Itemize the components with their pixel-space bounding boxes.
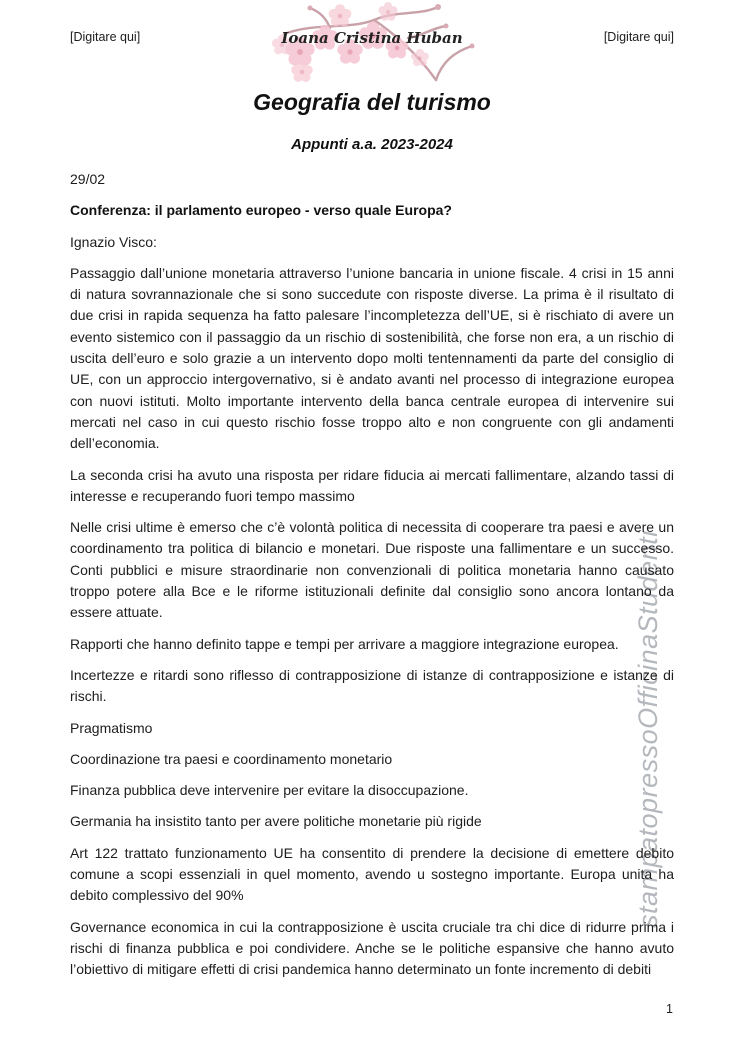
author-name: Ioana Cristina Huban [281, 29, 463, 47]
document-title: Geografia del turismo [253, 89, 491, 115]
section-heading: Conferenza: il parlamento europeo - verso quale Europa? [70, 202, 452, 219]
speaker-line: Ignazio Visco: [70, 233, 157, 250]
body-paragraph: Passaggio dall’unione monetaria attraverso l’unione bancaria in unione fiscale. 4 crisi in 15 anni di natura sovrannazionale che si sono succedute con risposte diverse. La prima è il risultato di due crisi in rapida sequenza ha fatto palesare l’incompletezza dell’UE, si è rischiato di avere un evento sistemico con il passaggio da un rischio di sostenibilità, che forse non era, a un rischio di uscita dell’euro e solo grazie a un intervento dopo molti tentennamenti da parte del consiglio di UE, con un approccio intergovernativo, si è andato avanti nel processo di integrazione europea con nuovi istituti. Molto importante intervento della banca centrale europea di intervenire sui mercati nel caso in cui questo rischio fosse troppo alto e non congruente con gli andamenti dell’economia. [70, 264, 674, 452]
body-paragraph: Art 122 trattato funzionamento UE ha consentito di prendere la decisione di emettere debito comune a scopi essenziali in quel momento, avendo u sostegno importante. Europa unita ha debito complessivo del 90% [70, 844, 674, 904]
paragraph-list [70, 263, 674, 981]
header-placeholder-right: [Digitare qui] [603, 30, 674, 44]
document-subtitle: Appunti a.a. 2023-2024 [291, 136, 453, 153]
page-number: 1 [666, 1002, 673, 1016]
date-line: 29/02 [70, 171, 106, 187]
body-paragraph: Incertezze e ritardi sono riflesso di contrapposizione di istanze di contrapposizione e istanze di rischi. [70, 666, 674, 705]
watermark-text: stampatopressoOfficinaStudenti [633, 530, 663, 928]
page-header [70, 30, 674, 50]
body-paragraph: Germania ha insistito tanto per avere politiche monetarie più rigide [70, 813, 482, 830]
body-paragraph: Governance economica in cui la contrapposizione è uscita cruciale tra chi dice di ridurre prima i rischi di finanza pubblica e poi condividere. Anche se le politiche espansive che hanno avuto l’obiettivo di mitigare effetti di crisi pandemica hanno determinato un fonte incremento di debiti [70, 918, 674, 978]
body-paragraph: La seconda crisi ha avuto una risposta per ridare fiducia ai mercati fallimentare, alzando tassi di interesse e recuperando fuori tempo massimo [70, 466, 674, 504]
body-paragraph: Rapporti che hanno definito tappe e tempi per arrivare a maggiore integrazione europea. [70, 635, 619, 652]
body-paragraph: Nelle crisi ultime è emerso che c’è volontà politica di necessita di cooperare tra paesi e avere un coordinamento tra politica di bilancio e monetari. Due risposte una fallimentare e un successo. Conti pubblici e misure straordinarie non convenzionali di politica monetaria hanno causato troppo potere alla Bce e le riforme istituzionali definite dal consiglio sono ancora lontano da essere attuate. [70, 519, 674, 621]
body-paragraph: Coordinazione tra paesi e coordinamento monetario [70, 750, 393, 767]
header-placeholder-left: [Digitare qui] [70, 30, 141, 44]
document-body [70, 169, 674, 991]
body-paragraph: Pragmatismo [70, 719, 153, 736]
body-paragraph: Finanza pubblica deve intervenire per evitare la disoccupazione. [70, 782, 469, 799]
